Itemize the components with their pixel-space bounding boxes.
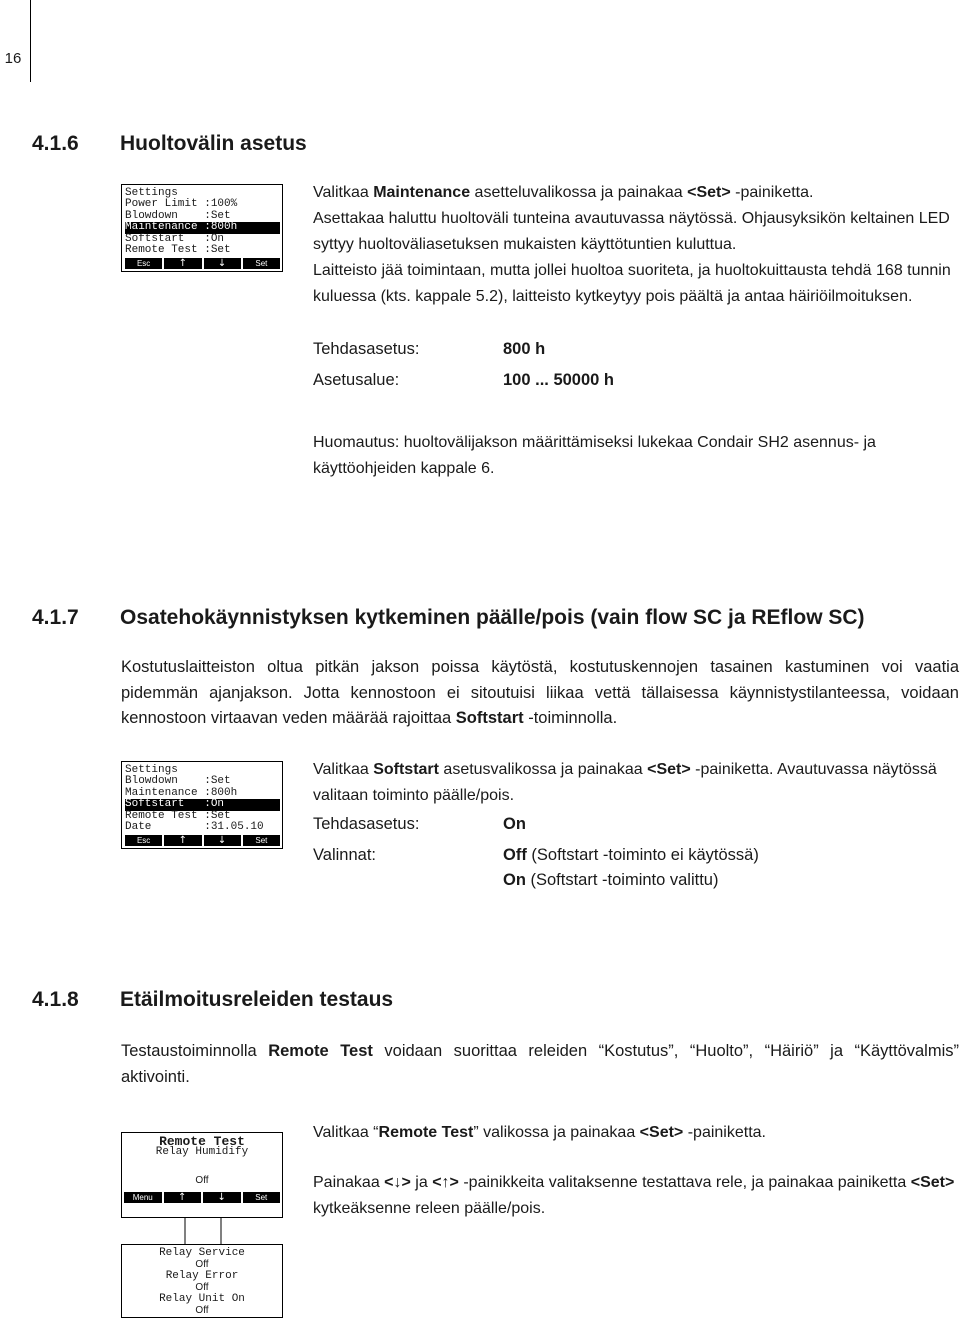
display-title: Remote Test (159, 1134, 245, 1149)
display-state: Off (195, 1174, 209, 1186)
section-number: 4.1.8 (32, 988, 79, 1011)
display-subtitle: Relay Humidify (155, 1146, 249, 1159)
up-arrow-key[interactable]: ↑ (164, 1192, 202, 1203)
display-line[interactable]: Maintenance :800h (125, 786, 238, 799)
relay-service-label: Relay Service (159, 1247, 245, 1259)
section-heading-4-1-6 (32, 132, 307, 156)
down-arrow-key[interactable]: ↓ (203, 1192, 241, 1203)
display-keys (124, 1192, 280, 1203)
factory-setting-value: 800 h (503, 340, 546, 358)
esc-key[interactable]: Esc (125, 835, 162, 846)
relay-error-label: Relay Error (165, 1269, 239, 1282)
display-line[interactable]: Blowdown :Set (125, 775, 231, 788)
set-key[interactable]: Set (243, 1192, 281, 1203)
section-title: Osatehokäynnistyksen kytkeminen päälle/pois (vain flow SC ja REflow SC) (120, 606, 865, 629)
maintenance-note: Huomautus: huoltovälijakson määrittämiseksi lukekaa Condair SH2 asennus- ja käyttöohjeiden kappale 6. (313, 434, 876, 477)
paragraph-shutdown: Laitteisto jää toimintaan, mutta jollei huoltoa suoriteta, ja huoltokuittausta tehdä 168 tunnin kuluessa (kts. kappale 5.2), laitteisto kytkeytyy pois päältä ja antaa häiriöilmoituksen. (313, 262, 951, 305)
relay-unit-on-state: Off (195, 1305, 209, 1317)
section-number: 4.1.6 (32, 132, 79, 155)
display-line[interactable]: Date :31.05.10 (125, 820, 264, 833)
display-keys (125, 835, 280, 846)
section-heading-4-1-8 (32, 988, 393, 1012)
display-title: Settings (125, 764, 178, 776)
display-line[interactable]: Remote Test :Set (125, 809, 231, 822)
section-title: Huoltovälin asetus (120, 132, 307, 155)
down-arrow-key[interactable]: ↓ (204, 835, 241, 846)
display-line-selected[interactable]: Softstart :On (125, 799, 280, 810)
connector-lines (121, 1218, 283, 1244)
settings-display-softstart (121, 761, 283, 849)
set-key[interactable]: Set (243, 835, 280, 846)
section-heading-4-1-7 (32, 606, 865, 630)
relay-unit-on-label: Relay Unit On (159, 1292, 245, 1305)
display-line[interactable]: Softstart :On (125, 232, 225, 245)
softstart-intro: Kostutuslaitteiston oltua pitkän jakson poissa käytöstä, kostutuskennojen tasainen kastuminen voi vaatia pidemmän ajanjakson. Jotta kennostoon ei sitoutuisi liikaa vettä tällaisessa käynnistystilanteessa, voidaan kennostoon virtaavan veden määrää rajoittaa Softstart -toiminnolla. (121, 658, 959, 728)
up-arrow-key[interactable]: ↑ (164, 258, 201, 269)
display-line[interactable]: Power Limit :100% (125, 198, 238, 211)
relay-error-state: Off (195, 1282, 209, 1294)
remote-test-display (121, 1132, 283, 1218)
remote-test-intro: Testaustoiminnolla Remote Test voidaan suorittaa releiden “Kostutus”, “Huolto”, “Häiriö” ja “Käyttövalmis” aktivointi. (121, 1042, 959, 1086)
down-arrow-key[interactable]: ↓ (204, 258, 241, 269)
relay-service-state: Off (195, 1259, 209, 1271)
set-key[interactable]: Set (243, 258, 280, 269)
display-line-selected[interactable]: Maintenance :800h (125, 222, 280, 233)
up-arrow-key[interactable]: ↑ (164, 835, 201, 846)
paragraph-led: Asettakaa haluttu huoltoväli tunteina avautuvassa näytössä. Ohjausyksikön keltainen LED syttyy huoltoväliasetuksen mukaisten käyttötuntien kuluttua. (313, 210, 950, 253)
instruction-line: Valitkaa Maintenance asetteluvalikossa ja painakaa <Set> -painiketta. (313, 184, 814, 201)
esc-key[interactable]: Esc (125, 258, 162, 269)
factory-setting-label: Tehdasasetus: (313, 340, 420, 358)
softstart-factory-value: On (503, 815, 526, 833)
relay-list-display (121, 1244, 283, 1318)
display-title: Settings (125, 187, 178, 199)
menu-key[interactable]: Menu (124, 1192, 162, 1203)
remote-test-step-2: Painakaa <↓> ja <↑> -painikkeita valitaksenne testattava rele, ja painakaa painiketta <Set> kytkeäksenne releen päälle/pois. (313, 1174, 955, 1217)
page-number: 16 (4, 50, 22, 67)
softstart-instructions: Valitkaa Softstart asetusvalikossa ja painakaa <Set> -painiketta. Avautuvassa näytössä valitaan toiminto päälle/pois. (313, 761, 937, 804)
option-on: On (Softstart -toiminto valittu) (503, 871, 719, 889)
options-label: Valinnat: (313, 846, 376, 864)
softstart-factory-label: Tehdasasetus: (313, 815, 420, 833)
settings-display-maintenance (121, 184, 283, 272)
remote-test-step-1: Valitkaa “Remote Test” valikossa ja painakaa <Set> -painiketta. (313, 1124, 766, 1141)
display-line[interactable]: Remote Test :Set (125, 243, 231, 256)
maintenance-instructions (313, 180, 958, 310)
section-title: Etäilmoitusreleiden testaus (120, 988, 394, 1011)
range-label: Asetusalue: (313, 371, 400, 389)
display-line[interactable]: Blowdown :Set (125, 209, 231, 222)
display-keys (125, 258, 280, 269)
option-off: Off (Softstart -toiminto ei käytössä) (503, 846, 759, 864)
range-value: 100 ... 50000 h (503, 371, 614, 389)
header-rule (30, 0, 31, 82)
section-number: 4.1.7 (32, 606, 79, 629)
